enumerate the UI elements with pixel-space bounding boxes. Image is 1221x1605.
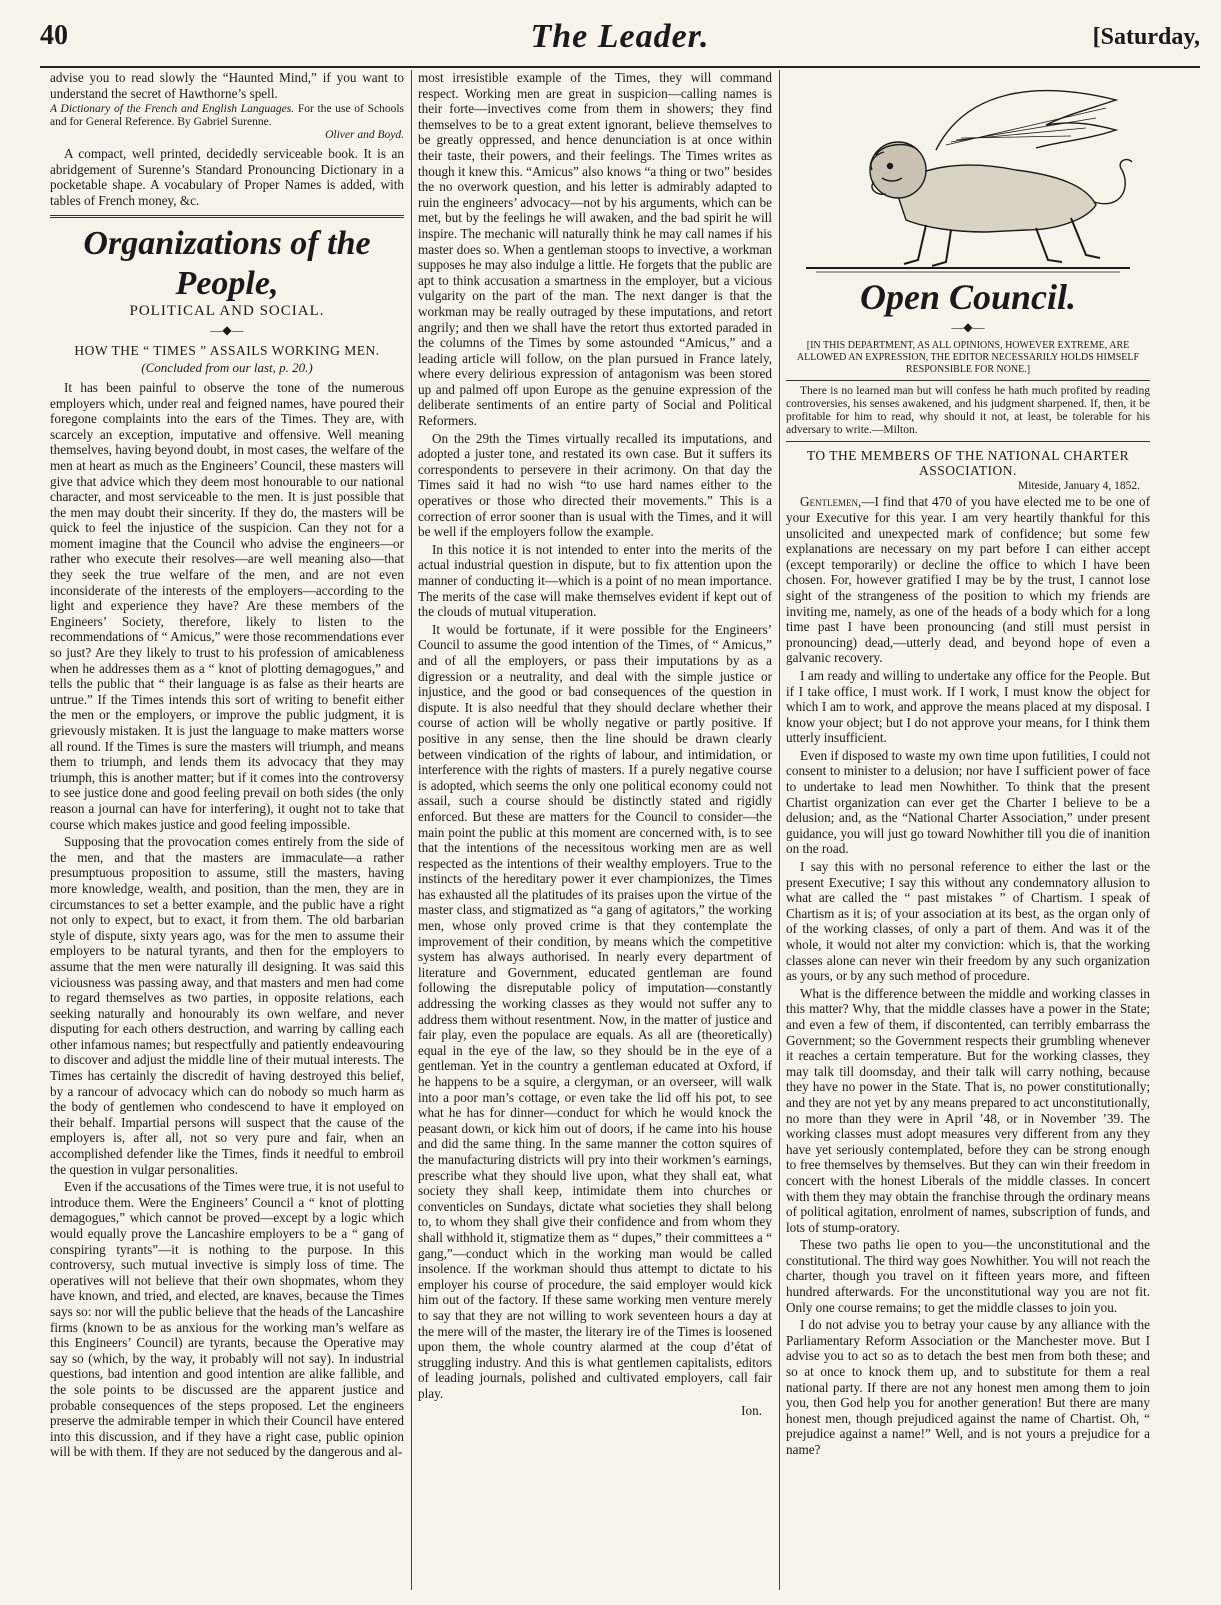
intro-text: advise you to read slowly the “Haunted Mind,” if you want to understand the secret of Hawthorne’s spell. (50, 70, 404, 101)
editor-disclaimer: [IN THIS DEPARTMENT, AS ALL OPINIONS, HOWEVER EXTREME, ARE ALLOWED AN EXPRESSION, THE EDITOR NECESSARILY HOLDS HIMSELF RESPONSIBLE FOR NONE.] (796, 339, 1140, 375)
winged-lion-icon (786, 70, 1150, 280)
article-signature: Ion. (741, 1403, 762, 1419)
page-number: 40 (40, 20, 68, 51)
letter-paragraph: —I find that 470 of you have elected me to be one of your Executive for this year. I am very heartily thankful for this unsolicited and unexpected mark of confidence; but some few explanations are necessary on my part before I can either accept (except temporarily) or decline the office to which I have been chosen. For, however gratified I may be by the trust, I cannot lose sight of the strangeness of the position to which my friends are inviting me, namely, as one of the heads of a body which for a long time past I have been pronouncing (and still must persist in pronouncing) dead,—utterly dead, and beyond hope of even a galvanic recovery. (786, 494, 1150, 666)
letter-paragraph: Even if disposed to waste my own time upon futilities, I could not consent to minister to a delusion; nor have I sufficient power of face to undertake to lead men Nowhither. To think that the present Chartist organization can ever get the Charter I believe to be a delusion; and, as the “National Charter Association,” under present guidance, you will just go toward Nowhither till you die of inanition on the road. (786, 747, 1150, 857)
article-paragraph: On the 29th the Times virtually recalled its imputations, and adopted a juster tone, and restated its own case. But it suffers its correspondents to persevere in their acrimony. On that day the Times said it had no wish “to use hard names either to the operatives or those who directed their movements.” This is a correction of error sooner than is usual with the Times, and it will be well if the employers follow the example. (418, 430, 772, 540)
letter-salutation: Gentlemen, (800, 494, 862, 510)
book-description: For the use of Schools and for General Reference. By Gabriel Surenne. (50, 103, 404, 129)
article-title: HOW THE “ TIMES ” ASSAILS WORKING MEN. (74, 342, 380, 358)
letter-opening (786, 494, 1150, 666)
issue-day: [Saturday, (1092, 24, 1200, 50)
book-listing (50, 103, 404, 142)
section-subtitle: POLITICAL AND SOCIAL. (129, 302, 325, 319)
article-paragraph: In this notice it is not intended to enter into the merits of the actual industrial question in dispute, but to fix attention upon the manner of conducting it—which is a point of no mean importance. The merits of the case will make themselves evident if kept out of the clouds of mutual vituperation. (418, 541, 772, 620)
divider (786, 441, 1150, 442)
letter-title: TO THE MEMBERS OF THE NATIONAL CHARTER ASSOCIATION. (806, 447, 1130, 479)
article-paragraph: It has been painful to observe the tone of the numerous employers which, under real and feigned names, have poured their foregone complaints into the ears of the Times. They are, with scarcely an exception, imputative and offensive. Well meaning themselves, having beyond doubt, in most cases, the welfare of the men at heart as much as the Engineers’ Council, these masters will give that advice which they deem most honourable to our national character, and most serviceable to the men. It is just possible that the men may doubt their sincerity. If they do, the masters will be quick to feel the injustice of the suspicion. Can they not for a moment imagine that the Council who advise the engineers—or rather who execute their resolves—are well meaning also—that they seek the true welfare of the men, and are not even inconsiderate of the interests of the employers—according to the light and experience they have? Are these members of the Engineers’ Society, therefore, likely to listen to the recommendations of “ Amicus,” were those recommendations ever so just? Are they likely to trust to his profession of amicableness when he addresses them as a “ knot of plotting demagogues,” and tells the public that “ their language is as false as their hearts are untrue.” If the Times intends this sort of writing to benefit either the men or the employers, or improve the public judgment, it is grievously mistaken. It is just the language to make matters worse all round. If the Times is sure the masters will triumph, and means them to triumph, and lends them its advocacy that they may triumph, this is another matter; but if it comes into the controversy to see justice done and good feeling prevail on both sides (the only reason a journal can have for interfering), it ought not to take that course which makes justice and good feeling impossible. (50, 379, 404, 832)
book-review: A compact, well printed, decidedly serviceable book. It is an abridgement of Surenne’s Standard Pronouncing Dictionary in a pocketable shape. A vocabulary of Proper Names is added, with tables of French money, &c. (50, 146, 404, 208)
section-title: Organizations of the People, (83, 224, 371, 302)
column-rule (411, 70, 412, 1590)
column-2 (418, 70, 772, 1590)
book-title: A Dictionary of the French and English Languages. (50, 103, 295, 116)
letter-dateline: Miteside, January 4, 1852. (1017, 479, 1140, 492)
milton-quote: There is no learned man but will confess he hath much profited by reading controversies, his senses awakened, and his judgment sharpened. If, then, it be profitable for him to read, why should it not, at least, be tolerable for his adversary to write.—Milton. (786, 384, 1150, 436)
winged-lion-illustration (786, 70, 1150, 280)
letter-paragraph: I do not advise you to betray your cause by any alliance with the Parliamentary Reform Association or the Manchester move. But I advise you to act so as to detach the best men from both these; and so at once to knock them up, and to substitute for them a real national party. If there are not any honest men among them to join you, then God help you for another generation! But there are many honest men, though prejudiced against the name of Chartist. Oh, “ prejudice against a name!” Well, and is not yours a prejudice for a name? (786, 1317, 1150, 1457)
column-rule (779, 70, 780, 1590)
letter-paragraph: These two paths lie open to you—the unconstitutional and the constitutional. The third way goes Nowhither. You will not reach the charter, though you travel on it fifteen years more, and fifteen hundred afterwards. For the unconstitutional way you are not fit. Only one course remains; to get the middle classes to join you. (786, 1237, 1150, 1315)
masthead-title: The Leader. (530, 18, 710, 55)
article-paragraph: Even if the accusations of the Times were true, it is not useful to introduce them. Were the Engineers’ Council a “ knot of plotting demagogues,” which cannot be proved—except by a logic which would equally prove the Lancashire employers to be a “ gang of conspiring tyrants”—it is nothing to the purpose. In this controversy, such mutual invective is simply loss of time. The operatives will not believe that their own shopmates, whom they have known, and tried, and elected, are knaves, because the Times says so: nor will the public believe that the heads of the Lancashire firms (known to be as anxious for the working man’s welfare as this Engineers’ Council) are tyrants, because the Operative may say so (which, by the way, it probably will not say). In industrial questions, bad intention and good intention are alike fallible, and the sole points to be discussed are the apparent justice and probable consequences of the steps proposed. Let the engineers preserve the admirable temper in which their Council have entered into this discussion, and if they have a right case, public opinion will be with them. If they are not seduced by the dangerous and al- (50, 1179, 404, 1460)
column-1 (50, 70, 404, 1590)
article-paragraph: most irresistible example of the Times, they will command respect. Working men are great in suspicion—calling names is their forte—invectives come from them in showers; they find themselves to be to a great extent ignorant, believe themselves to be greatly oppressed, and hence denunciation is at once within their taste, their powers, and their feelings. The Times writes as though it knew this. “Amicus” also knows “a thing or two” besides the no overwork question, and his letter is admirably adapted to ruin the engineers’ advocacy—not by his arguments, which can be met, but by the feelings he will awaken, and the bad spirit he will inspire. The mechanic will naturally think he may call names if his master does so. When a gentleman stoops to invective, a workman supposes he may also indulge a little. He forgets that the public are apt to think accusation a smartness in the employer, but a vicious vulgarity on the part of the man. The next danger is that the workman may be really outraged by these imputations, and retort angrily; and then we shall have the retort thus extorted paraded in the columns of the Times by some astounded “Amicus,” and a leading article will follow, on the plan pursued in France lately, where every delirious expression of antagonism was been stored up and palmed off upon Europe as the genuine expression of the deliberate sentiments of an entire party of Social and Political Reformers. (418, 70, 772, 429)
page-header (40, 18, 1200, 68)
article-paragraph: Supposing that the provocation comes entirely from the side of the men, and that the masters are immaculate—a rather presumptuous proposition to assume, still the masters, having more knowledge, wealth, and position, than the men, they are in circumstances to set a better example, and the public have a right not only to expect, but to exact, it from them. The old barbarian style of dispute, sixty years ago, was for the men to assume their employers to be natural tyrants, and then for the employers to assume that the men were naturally ill designing. It was said this viciousness was passing away, and that masters and men had come to regard themselves as two parties, in opposite relations, each seeking naturally and honourably its own welfare, and never disputing for each others destruction, and warring by calling each other infamous names; but respectfully and patiently endeavouring to discover and adjust the middle line of their mutual interests. The Times has certainly the discredit of having destroyed this belief, by a rancour of advocacy which can do nobody so much harm as the body of gentlemen who condescend to have it employed on their behalf. Impartial persons will suspect that the cause of the employers is, after all, not so very pure and fair, when an accomplished defender like the Times, finds it needful to embroil the question in vulgar personalities. (50, 834, 404, 1177)
article-note: (Concluded from our last, p. 20.) (141, 360, 313, 376)
letter-paragraph: What is the difference between the middle and working classes in this matter? Why, that the middle classes have a power in the State; and even a few of them, if discontented, can terribly embarrass the Government; so the Government respects their grumbling whenever it reaches a certain temperature. But for the working classes, they may talk till doomsday, and their talk will carry nothing, because they have no power in the State. That is, no power constitutionally; and they are not yet by any means prepared to act unconstitutionally, no more than they were in April ’48, or in November ’39. The working classes must adopt measures very different from any they have yet seriously contemplated, before they can be strong enough to free themselves by themselves. But they can win their freedom in concert with the honest Liberals of the middle classes. In concert with them they may obtain the franchise through the ordinary means of political agitation, enrolment of names, subscription of funds, and lots of stump-oratory. (786, 985, 1150, 1235)
article-paragraph: It would be fortunate, if it were possible for the Engineers’ Council to assume the good intention of the Times, of “ Amicus,” and of all the employers, or pass their imputations by as a digression or a neutrality, and deal with the simple justice or injustice, and the good or bad consequences of the question in dispute. It is also needful that they should declare whether their course of action will be wholly negative or partly positive. If positive in any sense, then the line should be drawn clearly between vindication of the rights of labour, and intimidation, or interference with the rights of masters. If a purely negative course is adopted, which seems the only one political economy could not assail, such a course should be distinctly stated and rigidly enforced. But these are matters for the Council to consider—the main point the public at this moment are concerned with, is to see that the intentions of the necessitous working men are as well respected as the intentions of their wealthy employers. True to the instincts of the hereditary power it ever championizes, the Times has exhausted all the platitudes of its praises upon the virtue of the master class, and stigmatized as “a gang of agitators,” the working men, whose only proved crime is that they contemplate the improvement of their condition, by means which the competitive system has always authorised. In nearly every department of literature and Government, educated gentleman are found following the disreputable policy of imputation—constantly addressing the working classes as they would not suffer any to address them without resentment. Now, in the matter of justice and fair play, even the populace are equals. As all are (theoretically) equal in the eye of the law, so they should be in the eye of a gentleman. Yet in the country a gentleman educated at Oxford, if he happens to be a squire, a clergyman, or an overseer, will walk into a poor man’s cottage, or even take the lid off his pot, to see what he has for dinner—conduct for which he would knock the peasant down, or kick him out of doors, if he came into his house and did the same thing. In the same manner the cotton squires of the manufacturing districts will pry into their workmen’s earnings, prescribe what they should live upon, what they shall eat, what society they shall keep, intimidate them into churches or conventicles on Sundays, dictate what societies they shall belong to, to whom they shall give their confidence and from whom they shall withhold it, stigmatize them as “ dupes,” their committees a “ gang,”—conduct which in the working man would be called insolence. If the workman should thus attempt to dictate to his employer his course of procedure, the said employer would kick him out of the factory. If these same working men venture merely to say that they are not willing to work seventeen hours a day at the mere will of the master, the literary ire of the Times is loosened upon them, the whole country alarmed at the coup d’état of struggling industry. And this is what gentlemen capitalists, editors of leading journals, polished and cultivated employers, call fair play. (418, 621, 772, 1401)
column-3 (786, 70, 1150, 1590)
open-council-title: Open Council. (859, 277, 1077, 317)
letter-paragraph: I say this with no personal reference to either the last or the present Executive; I say this without any condemnatory allusion to what are called the “ past mistakes ” of Chartism. I speak of Chartism as it is; of your association at its best, as the organ only of of the working classes, of only a part of them. And was it of the whole, it would not alter my conviction: which is, that the working classes alone can never win their freedom by any such organization as yours, or by any such method of procedure. (786, 859, 1150, 984)
book-publisher: Oliver and Boyd. (325, 129, 404, 142)
ornament-divider: —◆— (210, 323, 244, 338)
ornament-divider: —◆— (951, 320, 985, 334)
divider (786, 380, 1150, 381)
letter-paragraph: I am ready and willing to undertake any office for the People. But if I take office, I must work. If I work, I must know the object for which I am to work, and approve the means placed at my disposal. I know your object; but I do not approve your means, for I think them utterly insufficient. (786, 667, 1150, 746)
section-divider (50, 215, 404, 218)
